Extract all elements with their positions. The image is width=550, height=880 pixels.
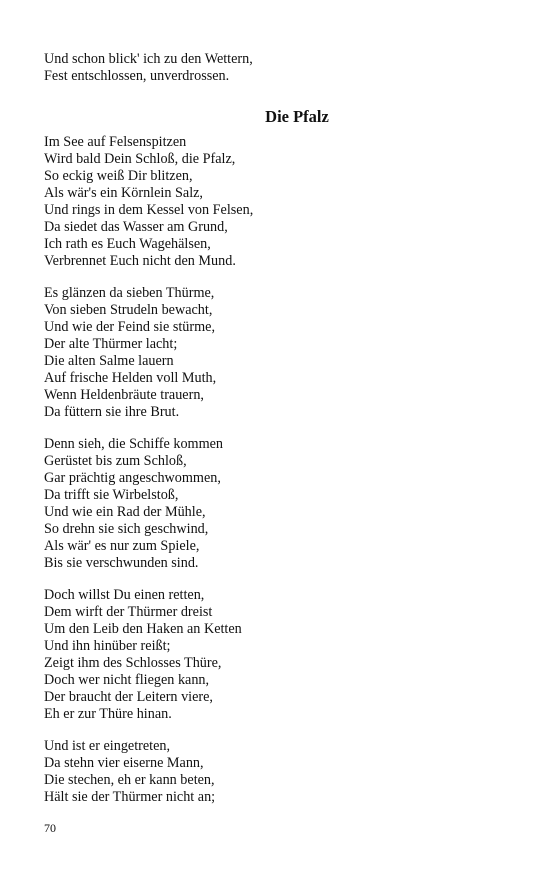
verse-line: Doch willst Du einen retten, (44, 587, 205, 603)
stanza-4 (44, 587, 242, 723)
verse-line: Da trifft sie Wirbelstoß, (44, 487, 179, 503)
verse-line: Und rings in dem Kessel von Felsen, (44, 202, 254, 218)
verse-line: Und ist er eingetreten, (44, 738, 171, 754)
verse-line: Zeigt ihm des Schlosses Thüre, (44, 655, 222, 671)
verse-line: Der alte Thürmer lacht; (44, 336, 178, 352)
verse-line: Von sieben Strudeln bewacht, (44, 302, 213, 318)
poem-title-text: Die Pfalz (265, 107, 329, 126)
verse-line: Bis sie verschwunden sind. (44, 555, 199, 571)
intro-lines (44, 51, 253, 85)
stanza-3 (44, 436, 223, 572)
verse-line: So eckig weiß Dir blitzen, (44, 168, 193, 184)
verse-line: Denn sieh, die Schiffe kommen (44, 436, 224, 452)
verse-line: Verbrennet Euch nicht den Mund. (44, 253, 236, 269)
verse-line: Hält sie der Thürmer nicht an; (44, 789, 216, 805)
verse-line: Die stechen, eh er kann beten, (44, 772, 215, 788)
stanza-1 (44, 134, 253, 270)
verse-line: Der braucht der Leitern viere, (44, 689, 213, 705)
verse-line: Da stehn vier eiserne Mann, (44, 755, 204, 771)
page-number: 70 (44, 821, 56, 835)
verse-line: Wird bald Dein Schloß, die Pfalz, (44, 151, 236, 167)
verse-line: Auf frische Helden voll Muth, (44, 370, 217, 386)
poem-title (0, 107, 550, 127)
stanza-5 (44, 738, 215, 806)
verse-line: Wenn Heldenbräute trauern, (44, 387, 204, 403)
verse-line: Und ihn hinüber reißt; (44, 638, 171, 654)
verse-line: Doch wer nicht fliegen kann, (44, 672, 210, 688)
verse-line: Gerüstet bis zum Schloß, (44, 453, 187, 469)
verse-line: Eh er zur Thüre hinan. (44, 706, 172, 722)
verse-line: So drehn sie sich geschwind, (44, 521, 209, 537)
verse-line: Als wär' es nur zum Spiele, (44, 538, 200, 554)
verse-line: Die alten Salme lauern (44, 353, 174, 369)
verse-line: Dem wirft der Thürmer dreist (44, 604, 213, 620)
verse-line: Da siedet das Wasser am Grund, (44, 219, 228, 235)
verse-line: Als wär's ein Körnlein Salz, (44, 185, 203, 201)
verse-line: Und wie ein Rad der Mühle, (44, 504, 206, 520)
verse-line: Da füttern sie ihre Brut. (44, 404, 180, 420)
verse-line: Gar prächtig angeschwommen, (44, 470, 221, 486)
verse-line: Im See auf Felsenspitzen (44, 134, 187, 150)
intro-line: Fest entschlossen, unverdrossen. (44, 68, 230, 84)
intro-line: Und schon blick' ich zu den Wettern, (44, 51, 253, 67)
verse-line: Um den Leib den Haken an Ketten (44, 621, 242, 637)
stanza-2 (44, 285, 216, 421)
verse-line: Und wie der Feind sie stürme, (44, 319, 216, 335)
verse-line: Es glänzen da sieben Thürme, (44, 285, 215, 301)
verse-line: Ich rath es Euch Wagehälsen, (44, 236, 211, 252)
